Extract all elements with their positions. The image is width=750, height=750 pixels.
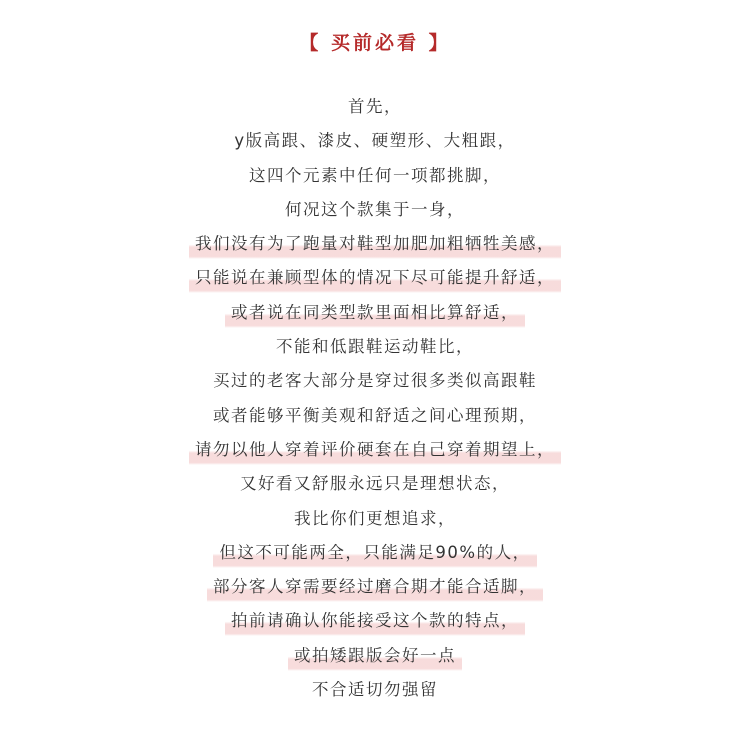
notice-line-text: 何况这个款集于一身， — [285, 199, 465, 219]
notice-line-text: 只能说在兼顾型体的情况下尽可能提升舒适， — [189, 263, 561, 293]
notice-line — [0, 332, 750, 366]
notice-line — [0, 263, 750, 297]
notice-line-text: 或者说在同类型款里面相比算舒适， — [225, 298, 525, 328]
notice-line-text: 买过的老客大部分是穿过很多类似高跟鞋 — [213, 371, 537, 391]
notice-line-text: 请勿以他人穿着评价硬套在自己穿着期望上， — [189, 435, 561, 465]
notice-line-text: 拍前请确认你能接受这个款的特点， — [225, 606, 525, 636]
notice-line — [0, 195, 750, 229]
notice-line — [0, 469, 750, 503]
notice-line — [0, 435, 750, 469]
notice-line — [0, 298, 750, 332]
notice-line — [0, 641, 750, 675]
notice-line-text: 但这不可能两全，只能满足90%的人， — [213, 538, 536, 568]
notice-line-text: 这四个元素中任何一项都挑脚， — [249, 165, 501, 185]
notice-line — [0, 538, 750, 572]
notice-line-text: 不合适切勿强留 — [312, 680, 438, 700]
notice-line-text: 部分客人穿需要经过磨合期才能合适脚， — [207, 572, 543, 602]
notice-line — [0, 229, 750, 263]
notice-line-text: 首先， — [348, 97, 402, 116]
notice-line-text: y版高跟、漆皮、硬塑形、大粗跟， — [234, 131, 516, 151]
notice-line — [0, 366, 750, 400]
notice-line — [0, 572, 750, 606]
notice-line — [0, 126, 750, 160]
notice-line-text: 或者能够平衡美观和舒适之间心理预期， — [213, 405, 537, 425]
notice-line — [0, 606, 750, 640]
notice-line-text: 或拍矮跟版会好一点 — [288, 641, 462, 671]
notice-lines — [0, 92, 750, 709]
page-title: 【 买前必看 】 — [299, 32, 451, 54]
notice-line — [0, 92, 750, 126]
notice-line — [0, 401, 750, 435]
notice-line — [0, 675, 750, 709]
notice-line — [0, 161, 750, 195]
notice-line-text: 我比你们更想追求， — [294, 508, 456, 528]
notice-line-text: 我们没有为了跑量对鞋型加肥加粗牺牲美感， — [189, 229, 561, 259]
notice-line — [0, 504, 750, 538]
notice-line-text: 又好看又舒服永远只是理想状态， — [240, 474, 510, 494]
notice-line-text: 不能和低跟鞋运动鞋比， — [276, 337, 474, 357]
